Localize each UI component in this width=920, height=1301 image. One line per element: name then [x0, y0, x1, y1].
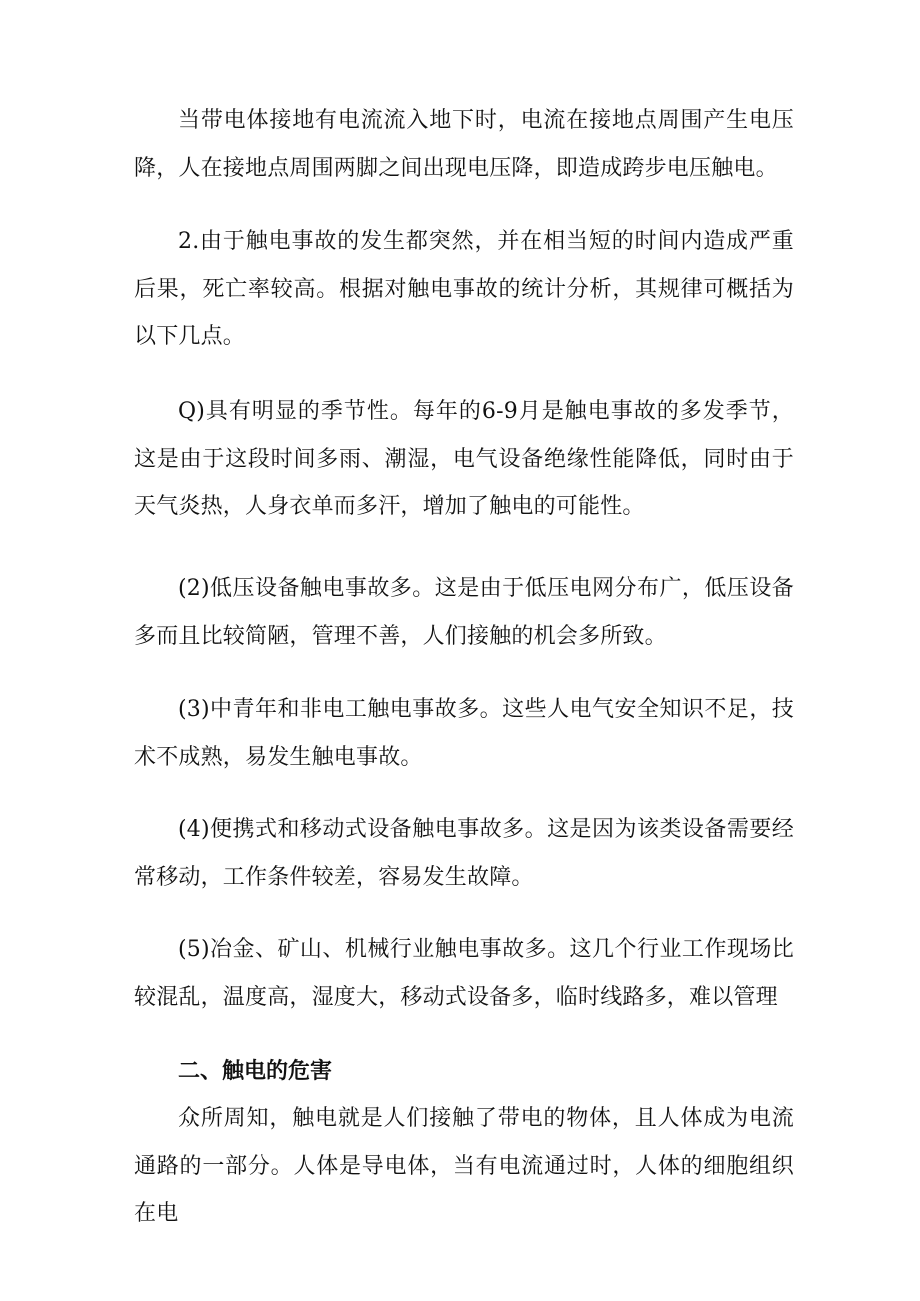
section-heading: 二、触电的危害 [178, 1059, 333, 1084]
paragraph-hazards: 众所周知，触电就是人们接触了带电的物体，且人体成为电流通路的一部分。人体是导电体，当有电流通过时，人体的细胞组织在电 [134, 1106, 794, 1226]
paragraph-step-voltage: 当带电体接地有电流流入地下时，电流在接地点周围产生电压降，人在接地点周围两脚之间出现电压降，即造成跨步电压触电。 [134, 108, 794, 181]
paragraph-seasonal: Q)具有明显的季节性。每年的6-9月是触电事故的多发季节，这是由于这段时间多雨、潮湿，电气设备绝缘性能降低，同时由于天气炎热，人身衣单而多汗，增加了触电的可能性。 [134, 399, 794, 519]
paragraph-young-workers: (3)中青年和非电工触电事故多。这些人电气安全知识不足，技术不成熟，易发生触电事故。 [134, 697, 794, 770]
paragraph-accident-patterns: 2.由于触电事故的发生都突然，并在相当短的时间内造成严重后果，死亡率较高。根据对触电事故的统计分析，其规律可概括为以下几点。 [134, 229, 794, 349]
paragraph-portable-equipment: (4)便携式和移动式设备触电事故多。这是因为该类设备需要经常移动，工作条件较差，容易发生故障。 [134, 817, 794, 890]
paragraph-low-voltage: (2)低压设备触电事故多。这是由于低压电网分布广，低压设备多而且比较简陋，管理不善，人们接触的机会多所致。 [134, 576, 794, 649]
paragraph-industries: (5)冶金、矿山、机械行业触电事故多。这几个行业工作现场比较混乱，温度高，湿度大，移动式设备多，临时线路多，难以管理 [134, 937, 794, 1010]
